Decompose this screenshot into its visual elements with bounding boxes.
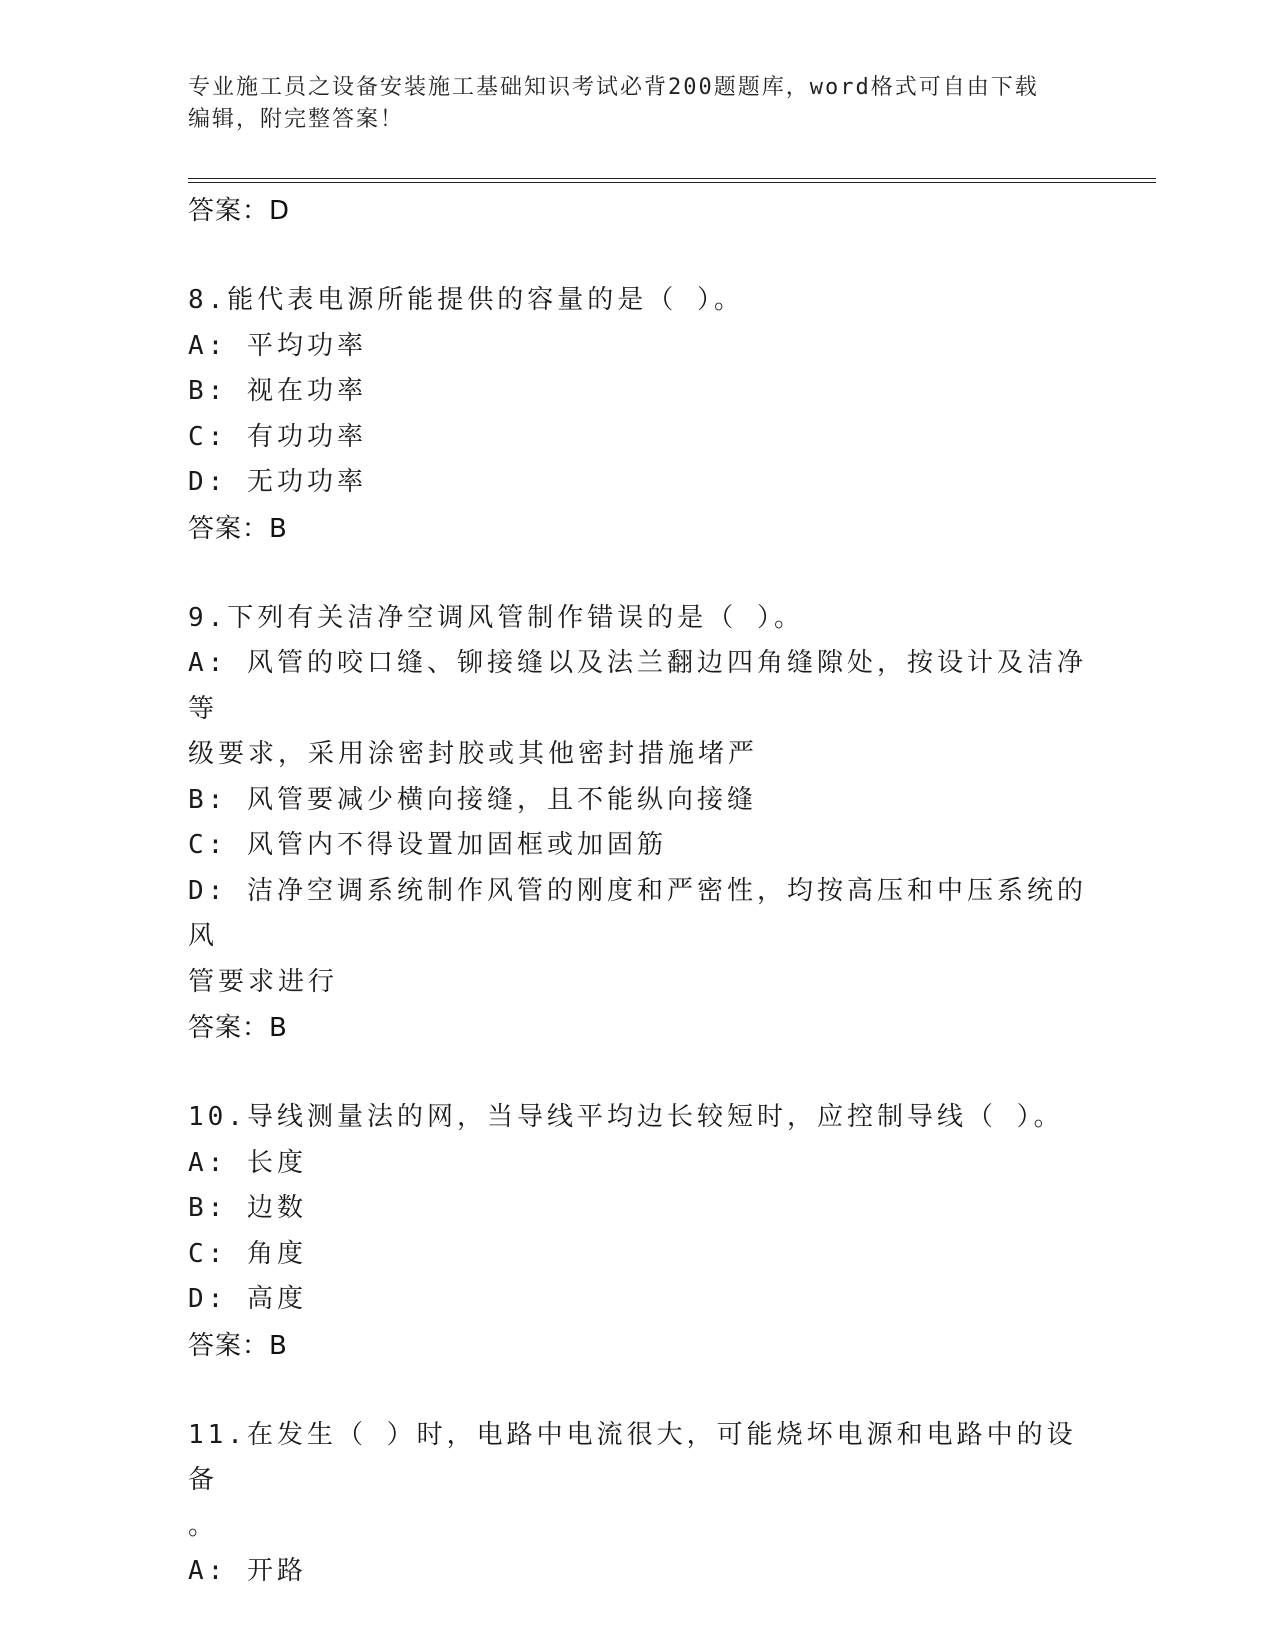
question-stem: 8.能代表电源所能提供的容量的是（ ）。 [188, 285, 744, 315]
answer-option: B: 风管要减少横向接缝，且不能纵向接缝 [188, 784, 757, 815]
header-line-2: 编辑，附完整答案！ [188, 107, 405, 132]
answer-option: C: 风管内不得设置加固框或加固筋 [188, 830, 667, 860]
answer-option: D: 洁净空调系统制作风管的刚度和严密性，均按高压和中压系统的风 [188, 875, 1087, 951]
header-divider-bottom [188, 182, 1156, 183]
answer-line: 答案：D [188, 196, 291, 226]
answer-option: 级要求，采用涂密封胶或其他密封措施堵严 [188, 739, 759, 769]
answer-option: A: 长度 [188, 1147, 307, 1178]
question-block [188, 278, 1088, 552]
question-block [188, 1095, 1088, 1369]
question-list [188, 188, 1088, 1595]
answer-option: D: 高度 [188, 1284, 307, 1314]
answer-option: A: 平均功率 [188, 330, 367, 361]
answer-option: B: 视在功率 [188, 376, 367, 406]
question-stem: 9.下列有关洁净空调风管制作错误的是（ ）。 [188, 602, 804, 633]
question-block [188, 1413, 1088, 1595]
questions-container [188, 278, 1088, 1595]
header-divider-top [188, 178, 1156, 179]
answer-option: D: 无功功率 [188, 467, 367, 497]
answer-line: 答案：B [188, 1330, 288, 1361]
question-stem: 11.在发生（ ）时，电路中电流很大，可能烧坏电源和电路中的设备 [188, 1419, 1077, 1495]
answer-option: A: 开路 [188, 1556, 307, 1586]
answer-line: 答案：B [188, 513, 288, 544]
document-header [188, 72, 1088, 136]
answer-option: 管要求进行 [188, 966, 339, 997]
answer-option: C: 角度 [188, 1238, 307, 1269]
answer-option: A: 风管的咬口缝、铆接缝以及法兰翻边四角缝隙处，按设计及洁净等 [188, 648, 1087, 724]
answer-line: 答案：B [188, 1013, 288, 1043]
question-block [188, 596, 1088, 1052]
header-line-1: 专业施工员之设备安装施工基础知识考试必背200题题库，word格式可自由下载 [188, 75, 1039, 100]
question-stem: 。 [188, 1510, 219, 1541]
answer-option: B: 边数 [188, 1193, 307, 1223]
question-stem: 10.导线测量法的网，当导线平均边长较短时，应控制导线（ ）。 [188, 1102, 1064, 1132]
answer-option: C: 有功功率 [188, 421, 367, 452]
